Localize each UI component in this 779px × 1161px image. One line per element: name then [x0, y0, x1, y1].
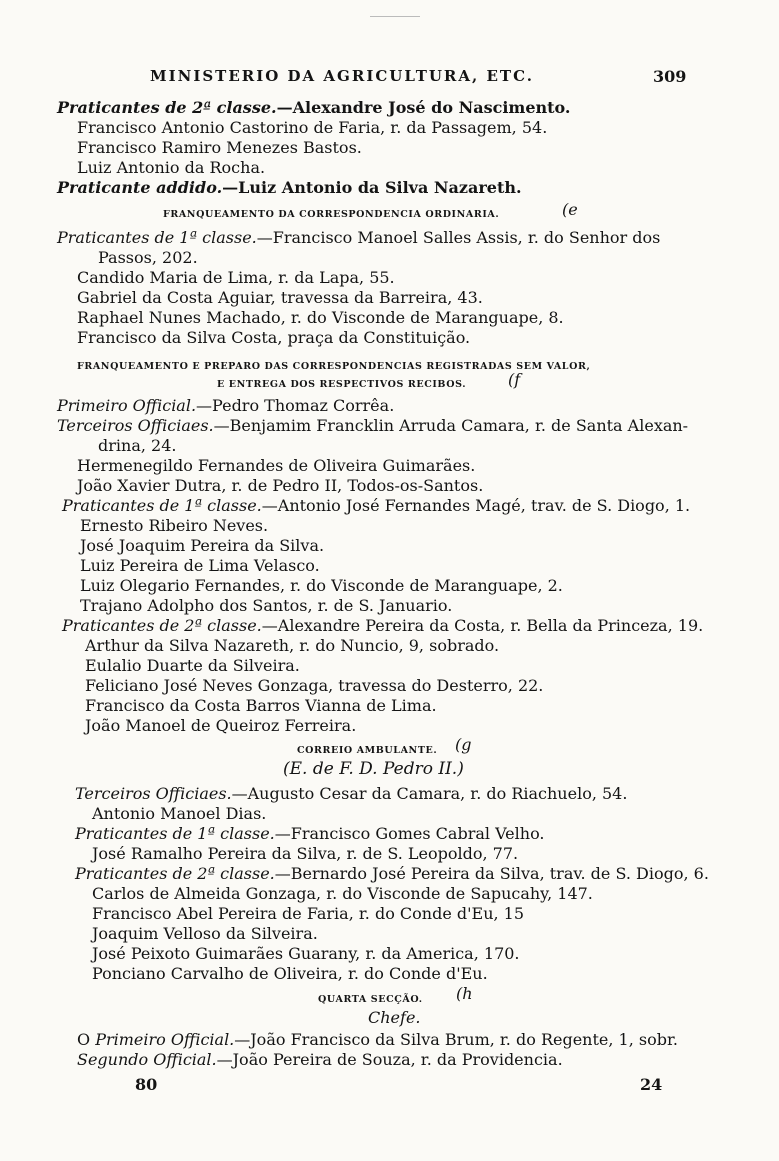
- entry-line: José Peixoto Guimarães Guarany, r. da America, 170.: [92, 944, 520, 963]
- page-number: 309: [653, 67, 687, 86]
- entry-line: Candido Maria de Lima, r. da Lapa, 55.: [77, 268, 395, 287]
- entry-line: João Xavier Dutra, r. de Pedro II, Todos-os-Santos.: [77, 476, 484, 495]
- section-heading: E ENTREGA DOS RESPECTIVOS RECIBOS.: [217, 379, 467, 390]
- handwritten-mark: (f: [508, 370, 521, 389]
- entry-line: Praticantes de 1ª classe.—Francisco Manoel Salles Assis, r. do Senhor dos: [57, 228, 661, 247]
- section-heading: QUARTA SECÇÃO.: [318, 994, 423, 1005]
- handwritten-mark: (e: [562, 200, 578, 219]
- entry-line: drina, 24.: [98, 436, 177, 455]
- entry-line: Terceiros Officiaes.—Benjamim Francklin Arruda Camara, r. de Santa Alexan-: [57, 416, 689, 435]
- entry-line: Antonio Manoel Dias.: [92, 804, 267, 823]
- handwritten-mark: (g: [455, 735, 472, 754]
- entry-line: Francisco Abel Pereira de Faria, r. do Conde d'Eu, 15: [92, 904, 525, 923]
- entry-line: Trajano Adolpho dos Santos, r. de S. Januario.: [80, 596, 453, 615]
- entry-line: Praticantes de 2ª classe.—Alexandre José do Nascimento.: [57, 98, 571, 117]
- entry-line: Praticantes de 2ª classe.—Alexandre Pereira da Costa, r. Bella da Princeza, 19.: [62, 616, 704, 635]
- entry-line: Terceiros Officiaes.—Augusto Cesar da Camara, r. do Riachuelo, 54.: [75, 784, 628, 803]
- entry-line: Francisco Ramiro Menezes Bastos.: [77, 138, 362, 157]
- entry-line: Ernesto Ribeiro Neves.: [80, 516, 269, 535]
- entry-line: O Primeiro Official.—João Francisco da Silva Brum, r. do Regente, 1, sobr.: [77, 1030, 678, 1049]
- section-heading: FRANQUEAMENTO E PREPARO DAS CORRESPONDENCIAS REGISTRADAS SEM VALOR,: [77, 361, 591, 372]
- entry-line: Praticantes de 2ª classe.—Bernardo José Pereira da Silva, trav. de S. Diogo, 6.: [75, 864, 709, 883]
- entry-line: Praticantes de 1ª classe.—Francisco Gomes Cabral Velho.: [75, 824, 545, 843]
- entry-line: José Joaquim Pereira da Silva.: [80, 536, 325, 555]
- entry-line: Carlos de Almeida Gonzaga, r. do Visconde de Sapucahy, 147.: [92, 884, 593, 903]
- entry-line: Segundo Official.—João Pereira de Souza, r. da Providencia.: [77, 1050, 563, 1069]
- entry-line: Francisco da Costa Barros Vianna de Lima.: [85, 696, 437, 715]
- entry-line: Luiz Pereira de Lima Velasco.: [80, 556, 320, 575]
- section-subheading: Chefe.: [368, 1008, 421, 1027]
- entry-line: Eulalio Duarte da Silveira.: [85, 656, 300, 675]
- entry-line: Francisco da Silva Costa, praça da Constituição.: [77, 328, 471, 347]
- entry-line: Francisco Antonio Castorino de Faria, r. da Passagem, 54.: [77, 118, 548, 137]
- entry-line: Luiz Olegario Fernandes, r. do Visconde de Maranguape, 2.: [80, 576, 563, 595]
- entry-line: João Manoel de Queiroz Ferreira.: [85, 716, 357, 735]
- section-heading: CORREIO AMBULANTE.: [297, 745, 438, 756]
- entry-line: Primeiro Official.—Pedro Thomaz Corrêa.: [57, 396, 395, 415]
- entry-line: Luiz Antonio da Rocha.: [77, 158, 266, 177]
- handwritten-mark: (h: [456, 984, 473, 1003]
- entry-line: Ponciano Carvalho de Oliveira, r. do Conde d'Eu.: [92, 964, 488, 983]
- entry-line: Praticante addido.—Luiz Antonio da Silva Nazareth.: [57, 178, 522, 197]
- signature-mark-left: 80: [135, 1075, 158, 1094]
- entry-line: Feliciano José Neves Gonzaga, travessa do Desterro, 22.: [85, 676, 544, 695]
- running-head: MINISTERIO DA AGRICULTURA, ETC.: [150, 67, 534, 85]
- entry-line: Joaquim Velloso da Silveira.: [92, 924, 318, 943]
- entry-line: Gabriel da Costa Aguiar, travessa da Barreira, 43.: [77, 288, 483, 307]
- signature-mark-right: 24: [640, 1075, 663, 1094]
- entry-line: Passos, 202.: [98, 248, 198, 267]
- entry-line: Hermenegildo Fernandes de Oliveira Guimarães.: [77, 456, 476, 475]
- section-subheading: (E. de F. D. Pedro II.): [283, 759, 464, 779]
- entry-line: Praticantes de 1ª classe.—Antonio José Fernandes Magé, trav. de S. Diogo, 1.: [62, 496, 691, 515]
- section-heading: FRANQUEAMENTO DA CORRESPONDENCIA ORDINARIA.: [163, 209, 500, 220]
- entry-line: Arthur da Silva Nazareth, r. do Nuncio, 9, sobrado.: [85, 636, 500, 655]
- entry-line: José Ramalho Pereira da Silva, r. de S. Leopoldo, 77.: [92, 844, 519, 863]
- top-rule: [370, 16, 420, 17]
- entry-line: Raphael Nunes Machado, r. do Visconde de Maranguape, 8.: [77, 308, 564, 327]
